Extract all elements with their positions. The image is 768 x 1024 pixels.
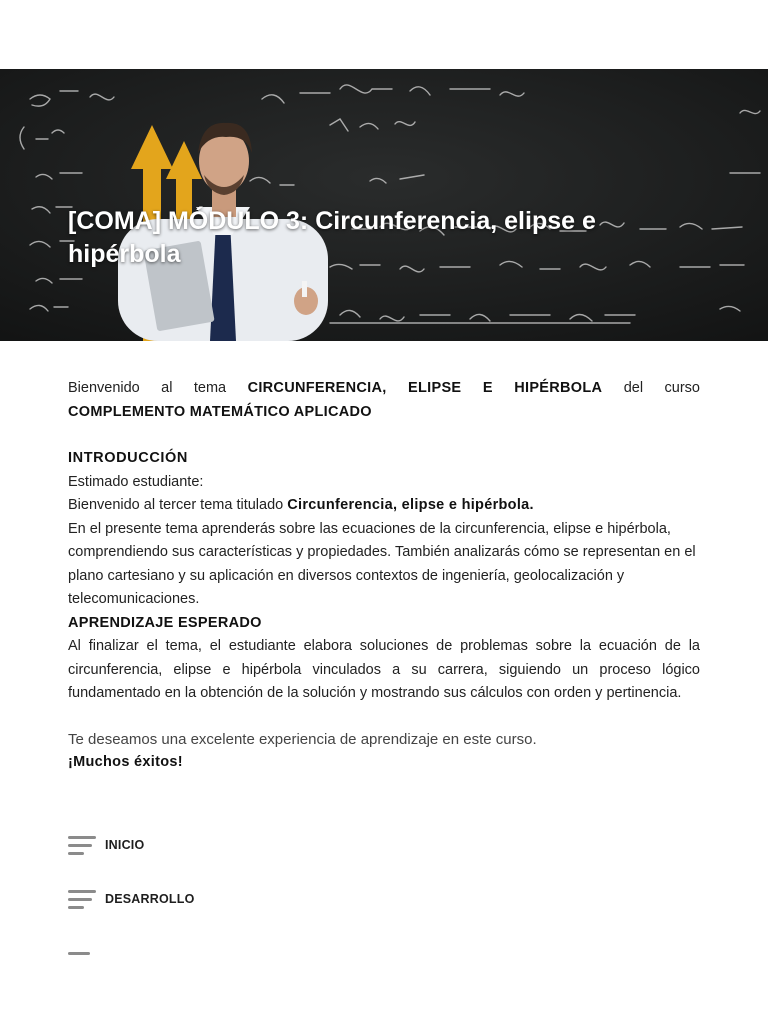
hero-banner bbox=[0, 69, 768, 341]
course-name: COMPLEMENTO MATEMÁTICO APLICADO bbox=[68, 403, 372, 420]
nav-item-partial[interactable] bbox=[68, 944, 105, 970]
greeting-text: Estimado estudiante: bbox=[68, 473, 204, 490]
welcome-paragraph bbox=[68, 377, 700, 424]
nav-item-label: DESARROLLO bbox=[105, 892, 195, 906]
welcome-word: Bienvenido bbox=[68, 380, 140, 396]
third-topic-name: Circunferencia, elipse e hipérbola. bbox=[287, 497, 534, 513]
topic-word: HIPÉRBOLA bbox=[514, 380, 603, 396]
outcome-text: Al finalizar el tema, el estudiante elabora soluciones de problemas sobre la ecuación de la circunferencia, elipse e hipérbola vinculados a su carrera, siguiendo un proceso lógico fundamentado en la obtención de la solución y mostrando sus cálculos con orden y pertinencia. bbox=[68, 638, 700, 701]
nav-item-label: INICIO bbox=[105, 838, 145, 852]
topic-word: CIRCUNFERENCIA, bbox=[247, 380, 387, 396]
menu-lines-icon bbox=[68, 887, 96, 911]
section-heading-introduccion: INTRODUCCIÓN bbox=[68, 450, 188, 466]
topic-word: E bbox=[482, 380, 493, 396]
third-topic-prefix: Bienvenido al tercer tema titulado bbox=[68, 497, 288, 513]
third-topic-line bbox=[68, 494, 700, 518]
section-heading-aprendizaje: APRENDIZAJE ESPERADO bbox=[68, 614, 262, 631]
closing-text: Te deseamos una excelente experiencia de aprendizaje en este curso. bbox=[68, 730, 537, 748]
welcome-word: al bbox=[161, 380, 173, 396]
page-title: [COMA] MÓDULO 3: Circunferencia, elipse e hipérbola bbox=[68, 207, 596, 268]
welcome-word: curso bbox=[664, 380, 700, 396]
nav-item-desarrollo[interactable] bbox=[68, 886, 195, 912]
welcome-word: tema bbox=[193, 380, 227, 396]
welcome-word: del bbox=[623, 380, 644, 396]
menu-line-icon bbox=[68, 945, 96, 969]
nav-item-inicio[interactable] bbox=[68, 832, 144, 858]
cheer-text: ¡Muchos éxitos! bbox=[68, 754, 183, 770]
module-content bbox=[68, 377, 700, 775]
menu-lines-icon bbox=[68, 833, 96, 857]
description-text: En el presente tema aprenderás sobre las ecuaciones de la circunferencia, elipse e hipérbola, comprendiendo sus características y propiedades. También analizarás cómo se representan en el plano cartesiano y su aplicación en diversos contextos de ingeniería, geolocalización y telecomunicaciones. bbox=[68, 520, 696, 607]
topic-word: ELIPSE bbox=[408, 380, 462, 396]
